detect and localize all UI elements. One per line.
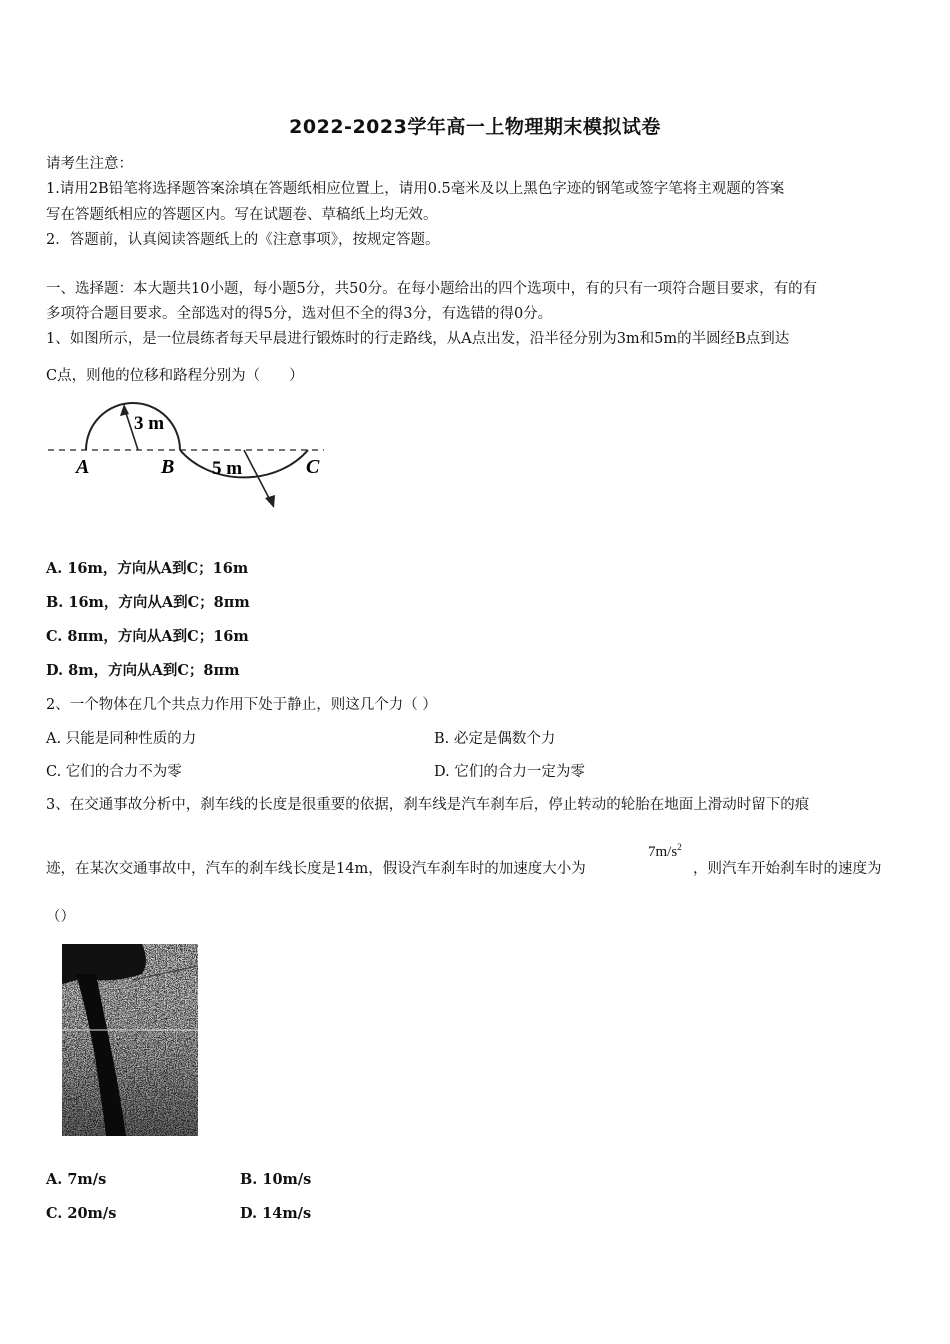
label-a: A [76,456,90,478]
q1-option-c[interactable]: C. 8πm，方向从A到C；16m [46,628,249,645]
notice-item-2: 2．答题前，认真阅读答题纸上的《注意事项》，按规定答题。 [46,232,440,248]
brake-mark-photo [62,944,198,1136]
q3-option-d[interactable]: D. 14m/s [240,1205,312,1222]
q2-option-d[interactable]: D. 它们的合力一定为零 [434,764,585,780]
page-title: 2022-2023学年高一上物理期末模拟试卷 [289,116,661,138]
q1-option-b[interactable]: B. 16m，方向从A到C；8πm [46,594,250,611]
q1-option-a[interactable]: A. 16m，方向从A到C；16m [46,560,249,577]
label-b: B [161,456,175,478]
q2-option-b[interactable]: B. 必定是偶数个力 [434,731,556,747]
q3-acceleration [648,842,682,861]
notice-item-1a: 1.请用2B铅笔将选择题答案涂填在答题纸相应位置上，请用0.5毫米及以上黑色字迹的钢笔或签字笔将主观题的答案 [46,181,785,197]
q3-option-c[interactable]: C. 20m/s [46,1205,117,1222]
q3-option-a[interactable]: A. 7m/s [46,1171,107,1188]
large-arrowhead [265,495,275,508]
q3-accel-exp: 2 [677,842,682,852]
q2-option-a[interactable]: A. 只能是同种性质的力 [46,731,197,747]
q1-stem-2: C点，则他的位移和路程分别为（ ） [46,368,304,384]
small-arrowhead [120,404,129,416]
q3-stem-2: 迹，在某次交通事故中，汽车的刹车线长度是14m，假设汽车刹车时的加速度大小为 [46,861,586,877]
small-semicircle [86,403,180,450]
notice-item-1b: 写在答题纸相应的答题区内。写在试题卷、草稿纸上均无效。 [46,207,438,223]
label-c: C [306,456,320,478]
q1-stem-1: 1、如图所示，是一位晨练者每天早晨进行锻炼时的行走路线，从A点出发，沿半径分别为3m和5m的半圆经B点到达 [46,331,790,347]
q1-option-d[interactable]: D. 8m，方向从A到C；8πm [46,662,240,679]
large-semicircle [180,450,308,477]
q3-stem-3: （） [46,909,75,925]
q2-option-c[interactable]: C. 它们的合力不为零 [46,764,182,780]
label-3m: 3 m [134,413,165,434]
q2-stem: 2、一个物体在几个共点力作用下处于静止，则这几个力（ ） [46,697,437,713]
q3-stem-2-end: ，则汽车开始刹车时的速度为 [693,861,882,877]
q3-stem-1: 3、在交通事故分析中，刹车线的长度是很重要的依据，刹车线是汽车刹车后，停止转动的轮胎在地面上滑动时留下的痕 [46,797,810,813]
label-5m: 5 m [212,458,243,479]
section-instructions-2: 多项符合题目要求。全部选对的得5分，选对但不全的得3分，有选错的得0分。 [46,306,553,322]
q3-accel-base: 7m/s [648,844,678,860]
section-instructions-1: 一、选择题：本大题共10小题，每小题5分，共50分。在每小题给出的四个选项中，有的只有一项符合题目要求，有的有 [46,281,818,297]
q3-option-b[interactable]: B. 10m/s [240,1171,312,1188]
q1-path-figure [46,394,336,524]
notice-heading: 请考生注意： [46,156,133,172]
